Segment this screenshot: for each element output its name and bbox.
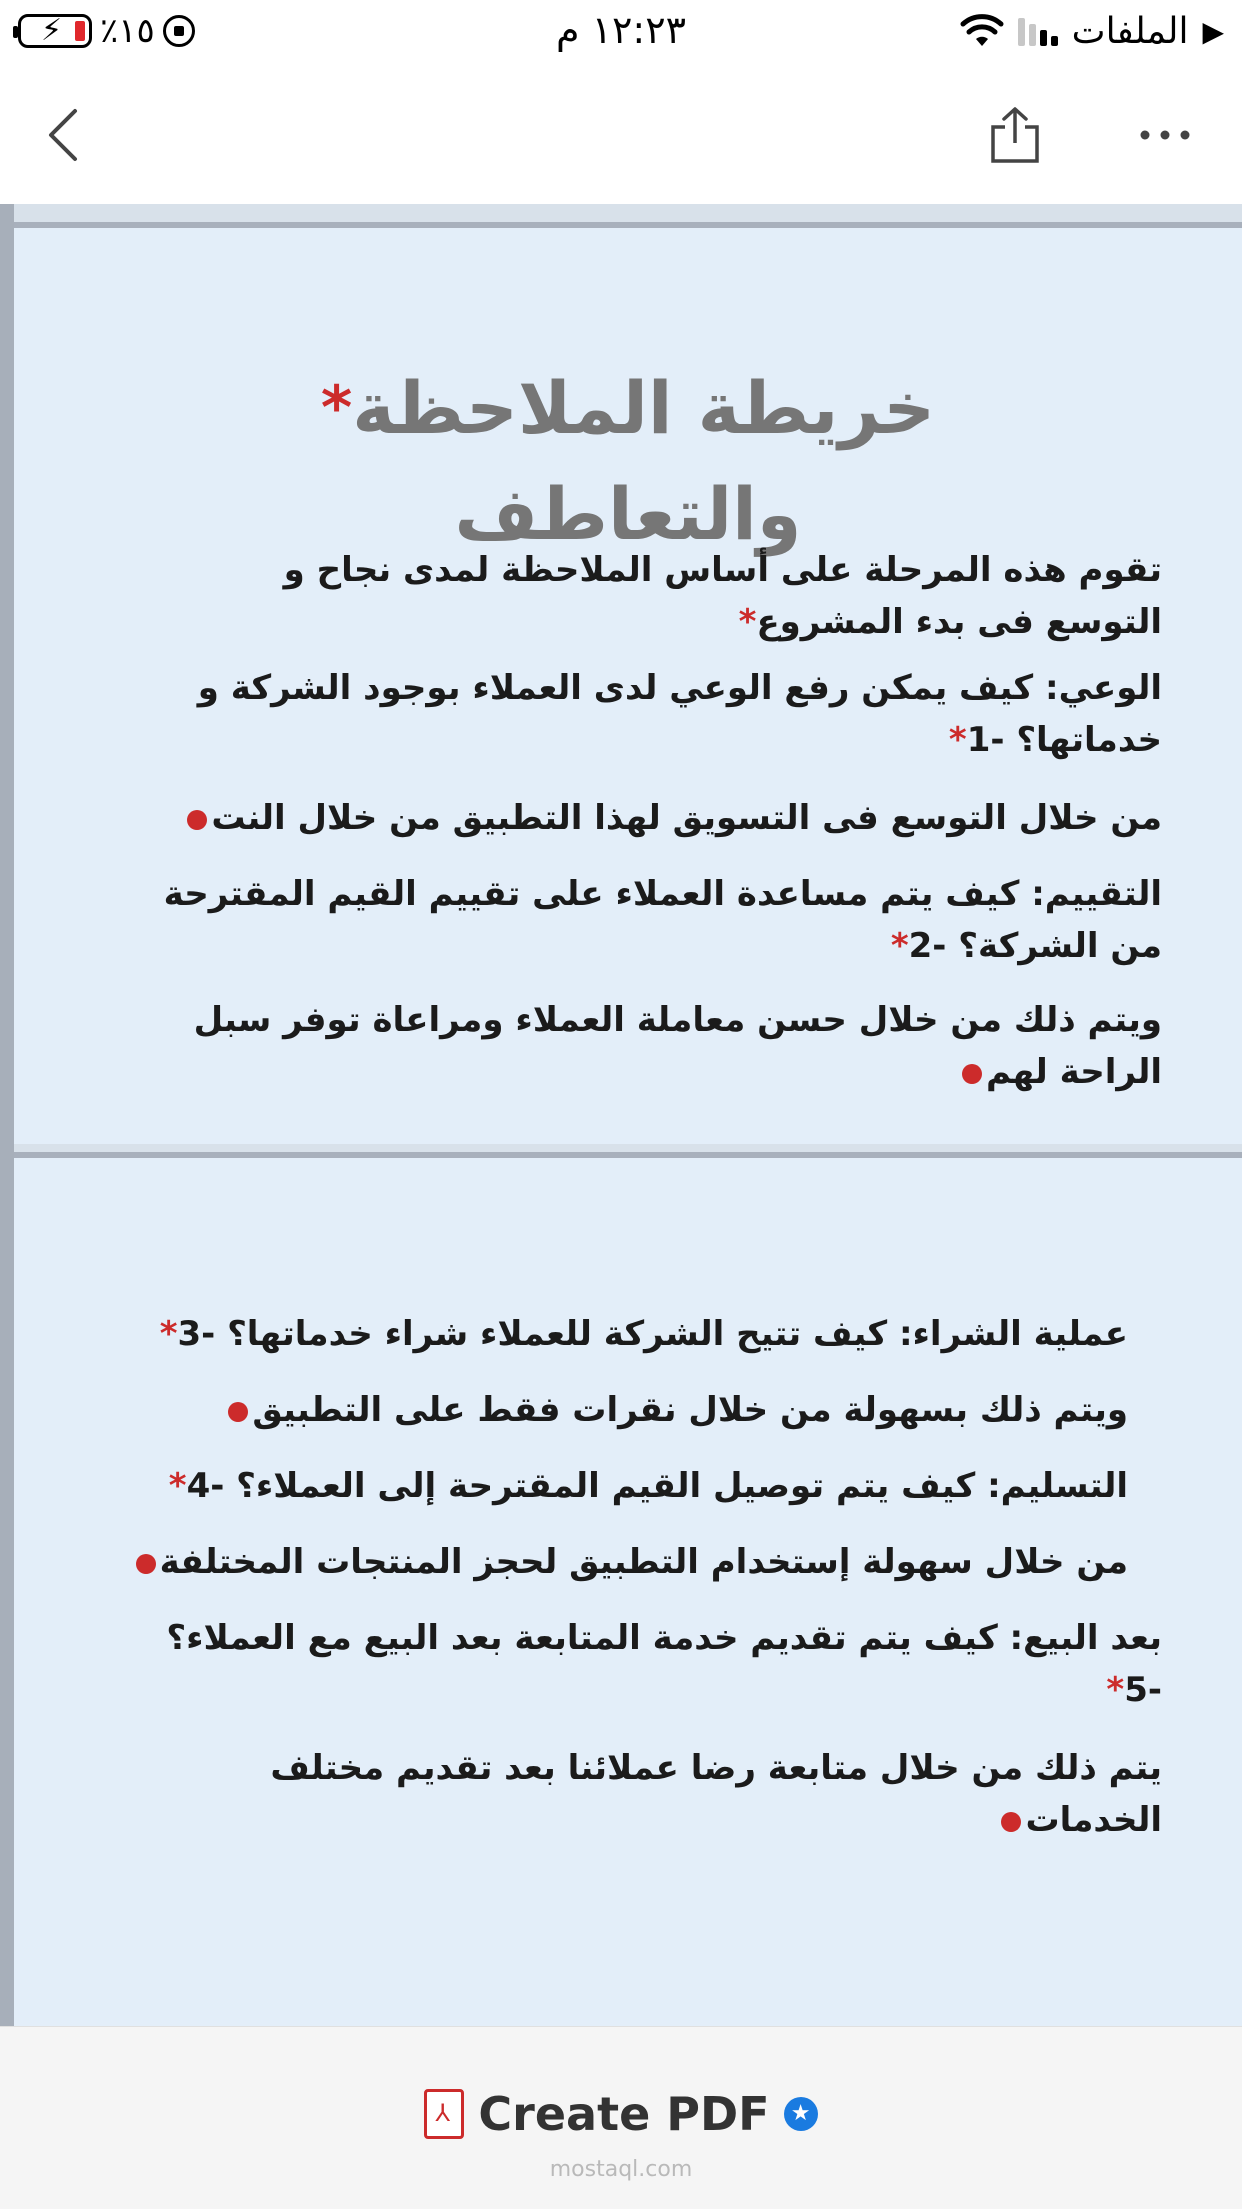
answer-3-text: ويتم ذلك بسهولة من خلال نقرات فقط على التطبيق: [252, 1390, 1128, 1430]
question-4: [128, 1460, 1128, 1512]
status-bar: [0, 0, 1242, 62]
bullet-dot: [136, 1554, 156, 1574]
answer-2-text: ويتم ذلك من خلال حسن معاملة العملاء ومراعاة توفر سبل الراحة لهم: [193, 1000, 1162, 1092]
share-icon: [987, 105, 1043, 165]
document-edge: [0, 204, 14, 2026]
question-5-text: بعد البيع: كيف يتم تقديم خدمة المتابعة بعد البيع مع العملاء؟ -5: [166, 1618, 1162, 1710]
back-button[interactable]: [28, 100, 98, 170]
create-pdf-button[interactable]: [0, 2087, 1242, 2141]
question-3: [128, 1308, 1128, 1360]
question-5: [162, 1612, 1162, 1716]
intro-text: تقوم هذه المرحلة على أساس الملاحظة لمدى نجاح و التوسع فى بدء المشروع: [283, 550, 1162, 642]
bullet-dot: [228, 1402, 248, 1422]
document-viewer[interactable]: [0, 204, 1242, 2026]
status-right: [960, 8, 1224, 54]
more-icon: [1139, 129, 1191, 141]
more-button[interactable]: [1130, 100, 1200, 170]
bullet-star: *: [948, 720, 967, 760]
answer-5: [162, 1742, 1162, 1846]
question-1-text: الوعي: كيف يمكن رفع الوعي لدى العملاء بوجود الشركة و خدماتها؟ -1: [197, 668, 1162, 760]
bullet-star: *: [1106, 1670, 1125, 1710]
star-badge-icon: ★: [784, 2097, 818, 2131]
back-to-app-label[interactable]: الملفات: [1071, 10, 1189, 52]
question-2: [162, 868, 1162, 972]
battery-icon: ⚡: [18, 14, 92, 48]
answer-4: [128, 1536, 1128, 1588]
title-star: *: [320, 373, 353, 443]
bullet-star: *: [890, 926, 909, 966]
bullet-star: *: [738, 602, 757, 642]
answer-1: [162, 792, 1162, 844]
share-button[interactable]: [980, 100, 1050, 170]
answer-5-text: يتم ذلك من خلال متابعة رضا عملائنا بعد تقديم مختلف الخدمات: [270, 1748, 1162, 1840]
slide-2: [14, 1152, 1242, 2026]
intro-paragraph: [162, 544, 1162, 648]
bullet-star: *: [159, 1314, 178, 1354]
answer-1-text: من خلال التوسع فى التسويق لهذا التطبيق من خلال النت: [211, 798, 1162, 838]
pdf-icon: [424, 2089, 464, 2139]
bullet-dot: [1001, 1812, 1021, 1832]
bullet-star: *: [168, 1466, 187, 1506]
bullet-dot: [187, 810, 207, 830]
slide-title: [14, 358, 1242, 458]
chevron-left-icon: [45, 107, 81, 163]
clock: ١٢:٢٣ م: [555, 8, 687, 52]
bullet-dot: [962, 1064, 982, 1084]
answer-2: [162, 994, 1162, 1098]
answer-3: [128, 1384, 1128, 1436]
question-2-text: التقييم: كيف يتم مساعدة العملاء على تقييم القيم المقترحة من الشركة؟ -2: [163, 874, 1162, 966]
battery-percent: ١٥٪: [100, 11, 155, 51]
signal-icon: [1018, 16, 1058, 46]
bottom-toolbar: [0, 2026, 1242, 2209]
slide-1: [14, 222, 1242, 1144]
answer-4-text: من خلال سهولة إستخدام التطبيق لحجز المنتجات المختلفة: [159, 1542, 1128, 1582]
slide-title-line-2: والتعاطف: [454, 472, 802, 556]
watermark: mostaql.com: [549, 2157, 693, 2182]
question-4-text: التسليم: كيف يتم توصيل القيم المقترحة إلى العملاء؟ -4: [186, 1466, 1128, 1506]
question-1: [162, 662, 1162, 766]
back-to-app-icon[interactable]: ▶: [1202, 14, 1224, 48]
create-pdf-label: Create PDF: [478, 2087, 770, 2141]
question-3-text: عملية الشراء: كيف تتيح الشركة للعملاء شراء خدماتها؟ -3: [177, 1314, 1128, 1354]
title-line-1: خريطة الملاحظة: [352, 366, 936, 450]
navigation-bar: [0, 62, 1242, 204]
wifi-icon: [960, 14, 1004, 48]
